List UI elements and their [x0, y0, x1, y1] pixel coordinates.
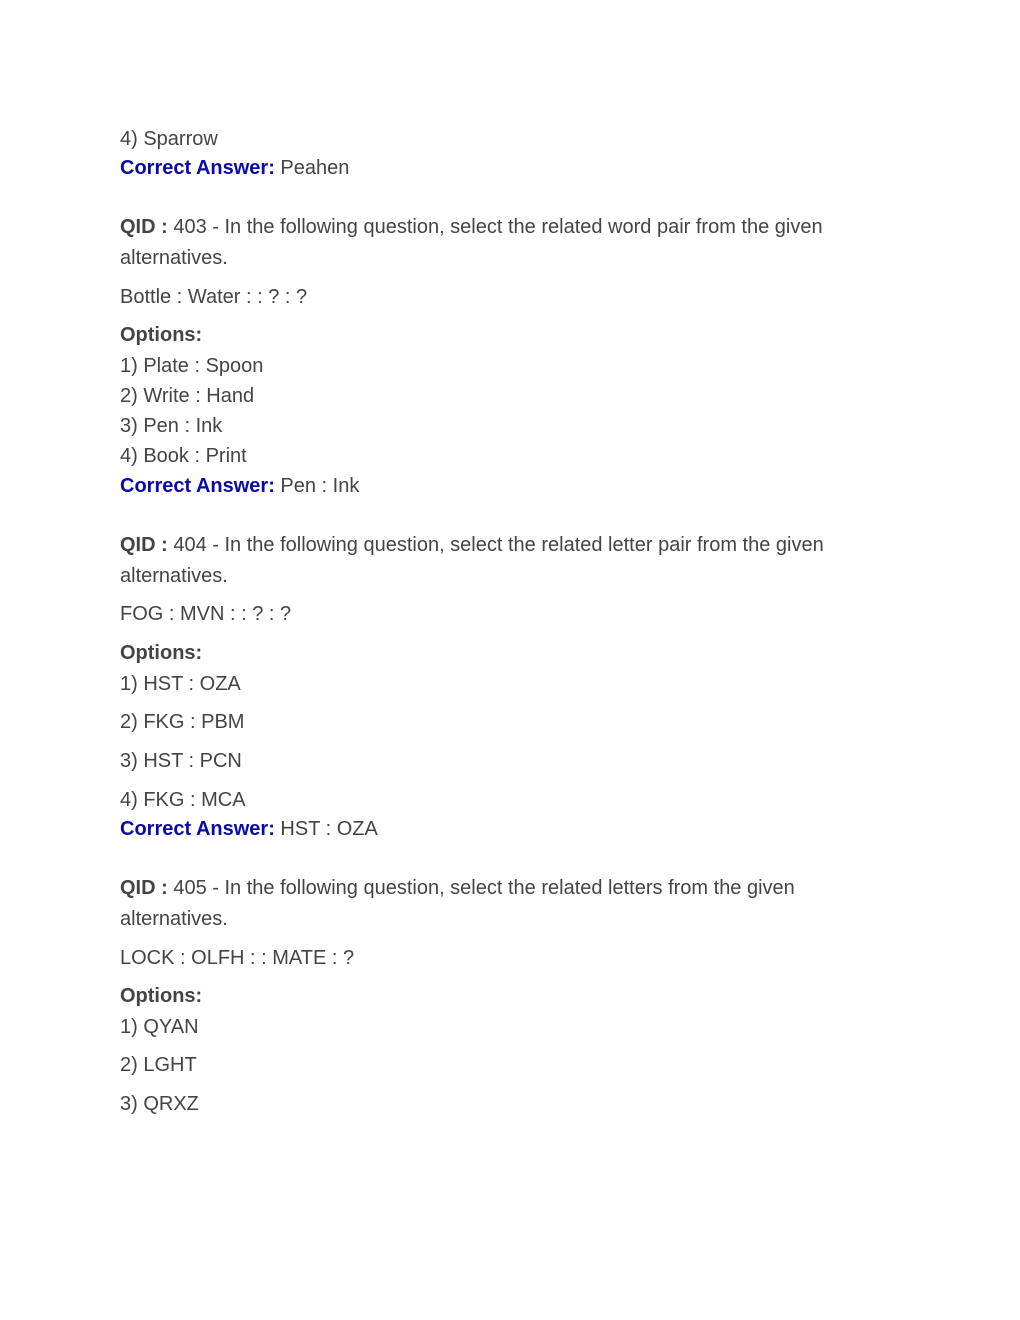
correct-answer-label: Correct Answer: — [120, 818, 275, 840]
q403-question — [120, 212, 860, 274]
q404-correct-answer — [120, 817, 378, 841]
q403-option-4: 4) Book : Print — [120, 445, 247, 467]
correct-answer-value: Peahen — [274, 157, 350, 179]
qid-label: QID : — [120, 877, 168, 899]
question-text: 404 - In the following question, select the related letter pair from the given alternatives. — [120, 534, 824, 587]
qid-label: QID : — [120, 534, 168, 556]
q404-option-1: 1) HST : OZA — [120, 673, 241, 695]
q403-prompt: Bottle : Water : : ? : ? — [120, 286, 308, 308]
q405-prompt: LOCK : OLFH : : MATE : ? — [120, 947, 355, 969]
q404-option-3: 3) HST : PCN — [120, 750, 242, 772]
q404-prompt: FOG : MVN : : ? : ? — [120, 603, 292, 625]
q404-option-4: 4) FKG : MCA — [120, 789, 246, 811]
qid-label: QID : — [120, 216, 168, 238]
q403-correct-answer — [120, 474, 359, 498]
q405-question — [120, 873, 860, 935]
q403-option-1: 1) Plate : Spoon — [120, 355, 264, 377]
correct-answer-label: Correct Answer: — [120, 157, 275, 179]
q404-question — [120, 530, 860, 592]
q405-option-2: 2) LGHT — [120, 1054, 197, 1076]
correct-answer-value: HST : OZA — [274, 818, 378, 840]
q404-option-2: 2) FKG : PBM — [120, 711, 245, 733]
q402-option-4: 4) Sparrow — [120, 128, 218, 150]
q403-option-3: 3) Pen : Ink — [120, 415, 223, 437]
q403-options-label: Options: — [120, 324, 203, 346]
correct-answer-value: Pen : Ink — [274, 475, 360, 497]
q405-options-label: Options: — [120, 985, 203, 1007]
q403-option-2: 2) Write : Hand — [120, 385, 255, 407]
question-text: 403 - In the following question, select the related word pair from the given alternatives. — [120, 216, 823, 269]
q405-option-3: 3) QRXZ — [120, 1093, 199, 1115]
q405-option-1: 1) QYAN — [120, 1016, 199, 1038]
q402-correct-answer — [120, 156, 349, 180]
q404-options-label: Options: — [120, 642, 203, 664]
question-text: 405 - In the following question, select the related letters from the given alternatives. — [120, 877, 795, 930]
correct-answer-label: Correct Answer: — [120, 475, 275, 497]
